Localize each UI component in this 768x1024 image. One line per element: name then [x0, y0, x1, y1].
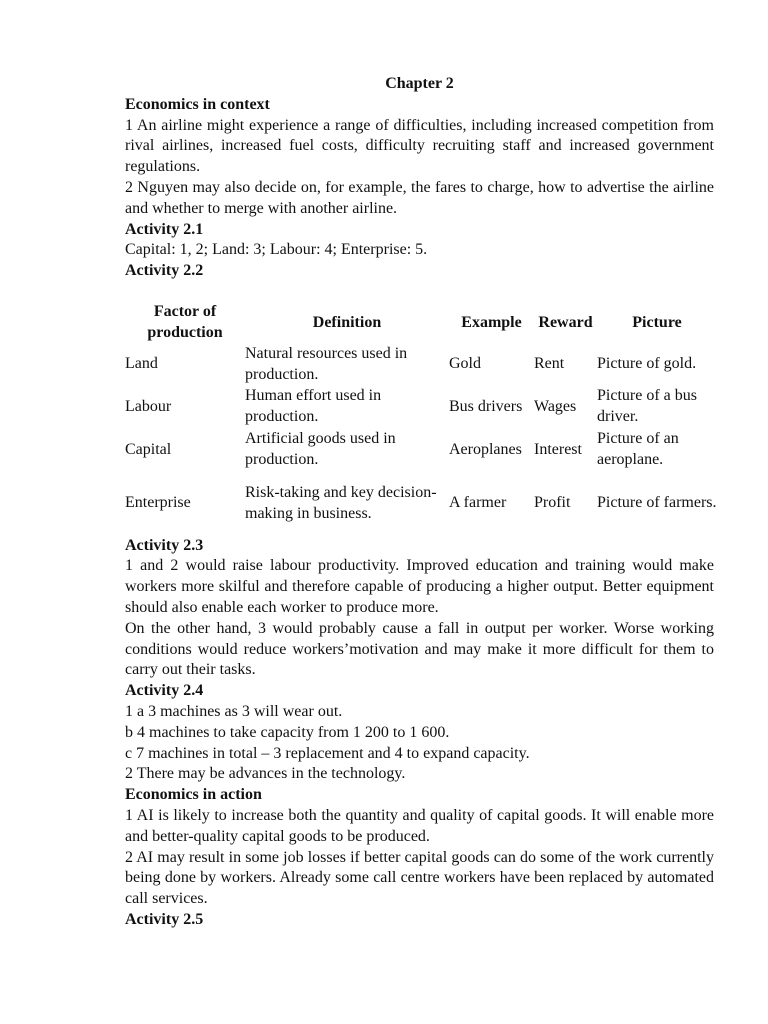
table-cell: A farmer	[449, 494, 507, 512]
table-header-row	[125, 302, 717, 344]
header-reward: Reward	[538, 313, 593, 331]
activity-2-3-paragraph-1: 1 and 2 would raise labour productivity. Improved education and training would make workers more skilful and therefore capable of producing a higher output. Better equipment should also enable each worker to produce more.	[125, 557, 714, 616]
activity-2-4-line: b 4 machines to take capacity from 1 200 to 1 600.	[125, 723, 450, 741]
table-cell: Gold	[449, 355, 481, 373]
economics-in-action-heading: Economics in action	[125, 786, 262, 804]
table-cell: Picture of a bus driver.	[597, 387, 697, 426]
activity-2-4-heading: Activity 2.4	[125, 682, 204, 700]
table-cell: Natural resources used in production.	[245, 344, 408, 383]
economics-in-context-paragraph-2: 2 Nguyen may also decide on, for example, the fares to charge, how to advertise the airline and whether to merge with another airline.	[125, 178, 714, 217]
economics-in-action-paragraph-1: 1 AI is likely to increase both the quantity and quality of capital goods. It will enable more and better-quality capital goods to be produced.	[125, 806, 714, 845]
activity-2-2-heading: Activity 2.2	[125, 262, 204, 280]
activity-2-3-paragraph-2: On the other hand, 3 would probably cause a fall in output per worker. Worse working conditions would reduce workers’motivation and may make it more difficult for them to carry out their tasks.	[125, 619, 714, 679]
header-example: Example	[461, 313, 522, 331]
chapter-title: Chapter 2	[385, 75, 454, 92]
activity-2-4-line: 1 a 3 machines as 3 will wear out.	[125, 702, 343, 720]
table-cell: Human effort used in production.	[245, 387, 382, 426]
header-picture: Picture	[632, 313, 682, 331]
factors-of-production-table	[125, 302, 717, 536]
table-row	[125, 472, 717, 536]
table-cell: Risk-taking and key decision-making in business.	[245, 483, 437, 522]
economics-in-context-paragraph-1: 1 An airline might experience a range of difficulties, including increased competition from rival airlines, increased fuel costs, difficulty recruiting staff and increased government regulations.	[125, 116, 714, 176]
activity-2-1-heading: Activity 2.1	[125, 220, 204, 238]
activity-2-1-text: Capital: 1, 2; Land: 3; Labour: 4; Enterprise: 5.	[125, 241, 428, 259]
economics-in-context-heading: Economics in context	[125, 95, 270, 113]
table-cell: Artificial goods used in production.	[245, 430, 396, 469]
table-row	[125, 386, 717, 429]
table-cell: Profit	[534, 494, 571, 512]
table-cell: Land	[125, 355, 158, 373]
economics-in-action-paragraph-2: 2 AI may result in some job losses if better capital goods can do some of the work currently being done by workers. Already some call centre workers have been replaced by automated call services.	[125, 848, 714, 908]
header-definition: Definition	[312, 313, 382, 331]
table-cell: Aeroplanes	[449, 440, 522, 458]
activity-2-3-heading: Activity 2.3	[125, 536, 204, 554]
table-cell: Picture of farmers.	[597, 494, 717, 512]
table-cell: Interest	[534, 440, 582, 458]
table-cell: Capital	[125, 440, 172, 458]
table-row	[125, 344, 717, 386]
table-cell: Labour	[125, 397, 172, 415]
document-body	[125, 74, 717, 931]
table-cell: Rent	[534, 355, 565, 373]
table-cell: Picture of gold.	[597, 355, 697, 373]
activity-2-4-line: c 7 machines in total – 3 replacement and 4 to expand capacity.	[125, 744, 530, 762]
header-factor-of-production: Factor of production	[147, 303, 223, 341]
table-cell: Enterprise	[125, 494, 191, 512]
activity-2-5-heading: Activity 2.5	[125, 910, 204, 928]
table-cell: Wages	[534, 397, 577, 415]
table-cell: Picture of an aeroplane.	[597, 430, 679, 469]
activity-2-4-line: 2 There may be advances in the technology.	[125, 765, 406, 783]
table-row	[125, 429, 717, 472]
table-cell: Bus drivers	[449, 397, 523, 415]
